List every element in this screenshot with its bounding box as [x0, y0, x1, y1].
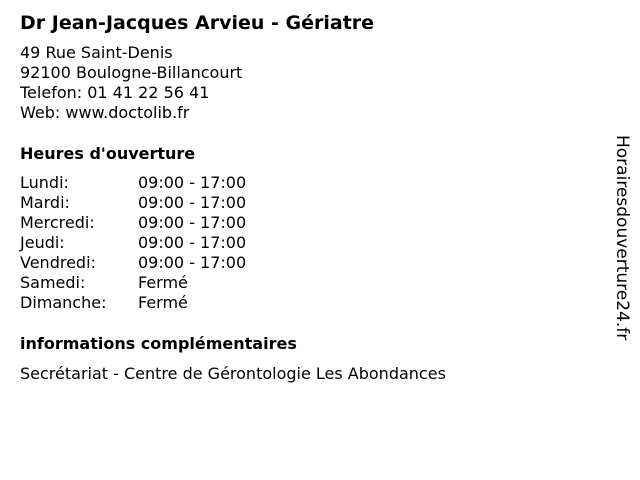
website-link[interactable]: Web: www.doctolib.fr — [20, 103, 190, 122]
practice-title: Dr Jean-Jacques Arvieu - Gériatre — [20, 12, 375, 34]
practice-card — [20, 10, 600, 384]
hours-day: Mardi: — [20, 193, 70, 212]
address-street: 49 Rue Saint-Denis — [20, 43, 173, 62]
hours-row-mercredi — [20, 213, 600, 233]
additional-info-heading: informations complémentaires — [20, 334, 297, 353]
hours-time: 09:00 - 17:00 — [138, 193, 247, 212]
hours-day: Dimanche: — [20, 293, 107, 312]
hours-day: Samedi: — [20, 273, 86, 292]
hours-time: Fermé — [138, 273, 188, 292]
additional-info-text: Secrétariat - Centre de Gérontologie Les Abondances — [20, 364, 446, 383]
phone-number: Telefon: 01 41 22 56 41 — [20, 83, 210, 102]
hours-time: 09:00 - 17:00 — [138, 253, 247, 272]
opening-hours-table — [20, 173, 600, 313]
hours-row-dimanche — [20, 293, 600, 313]
hours-time: 09:00 - 17:00 — [138, 173, 247, 192]
hours-time: 09:00 - 17:00 — [138, 213, 247, 232]
hours-row-vendredi — [20, 253, 600, 273]
hours-time: Fermé — [138, 293, 188, 312]
hours-row-lundi — [20, 173, 600, 193]
hours-row-mardi — [20, 193, 600, 213]
hours-day: Vendredi: — [20, 253, 96, 272]
site-brand-vertical: Horairesdouverture24.fr — [612, 135, 632, 341]
hours-day: Jeudi: — [20, 233, 65, 252]
address-city: 92100 Boulogne-Billancourt — [20, 63, 243, 82]
hours-time: 09:00 - 17:00 — [138, 233, 247, 252]
hours-day: Lundi: — [20, 173, 69, 192]
hours-day: Mercredi: — [20, 213, 95, 232]
opening-hours-heading: Heures d'ouverture — [20, 144, 196, 163]
hours-row-jeudi — [20, 233, 600, 253]
hours-row-samedi — [20, 273, 600, 293]
